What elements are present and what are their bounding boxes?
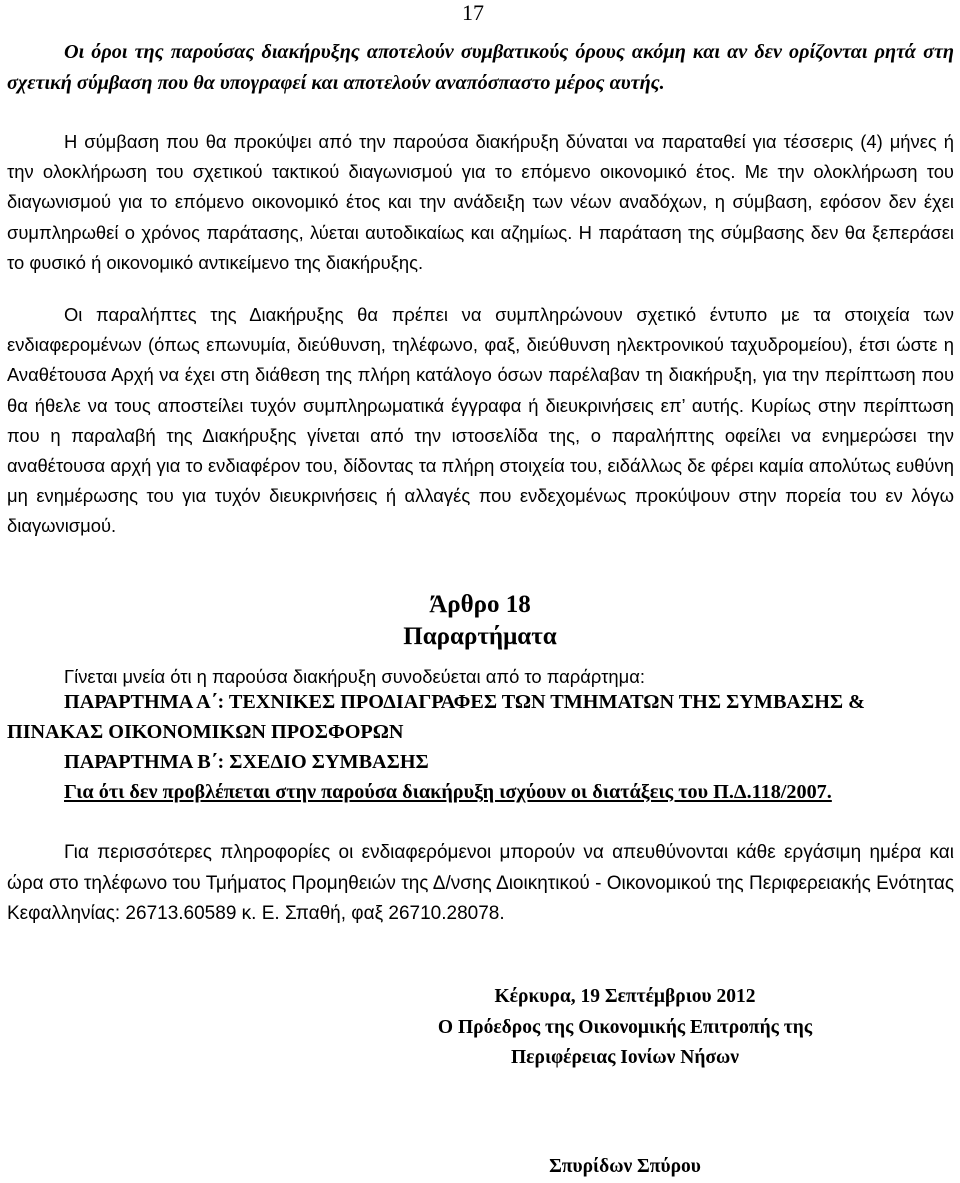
article-title: Άρθρο 18	[429, 591, 531, 618]
article-subtitle: Παραρτήματα	[403, 623, 557, 650]
extension-paragraph: Η σύμβαση που θα προκύψει από την παρούσα διακήρυξη δύναται να παραταθεί για τέσσερις (4) μήνες ή την ολοκλήρωση του σχετικού τακτικού διαγωνισμού για το επόμενο οικονομικό έτος. Με την ολοκλήρωση του διαγωνισμού για το επόμενο οικονομικό έτος και την ανάδειξη των νέων αναδόχων, η σύμβαση, εφόσον δεν έχει συμπληρωθεί ο χρόνος παράτασης, λύεται αυτοδικαίως και αζημίως. Η παράταση της σύμβασης δεν θα ξεπεράσει το φυσικό ή οικονομικό αντικείμενο της διακήρυξης.	[7, 131, 954, 273]
signature-name: Σπυρίδων Σπύρου	[549, 1156, 701, 1177]
signature-place-date: Κέρκυρα, 19 Σεπτέμβριου 2012	[494, 986, 756, 1007]
recipients-paragraph: Οι παραλήπτες της Διακήρυξης θα πρέπει να συμπληρώνουν σχετικό έντυπο με τα στοιχεία των ενδιαφερομένων (όπως επωνυμία, διεύθυνση, τηλέφωνο, φαξ, διεύθυνση ηλεκτρονικού ταχυδρομείου), έτσι ώστε η Αναθέτουσα Αρχή να έχει στη διάθεση της πλήρη κατάλογο όσων παρέλαβαν τη διακήρυξη, για την περίπτωση που θα ήθελε να τους αποστείλει τυχόν συμπληρωματικά έγγραφα ή διευκρινήσεις επ’ αυτής. Κυρίως στην περίπτωση που η παραλαβή της Διακήρυξης γίνεται από την ιστοσελίδα της, ο παραλήπτης οφείλει να ενημερώσει την αναθέτουσα αρχή για το ενδιαφέρον του, δίδοντας τα πλήρη στοιχεία του, ειδάλλως δε φέρει καμία απολύτως ευθύνη μη ενημέρωσης του για τυχόν διευκρινήσεις ή αλλαγές που ενδεχομένως προκύψουν στην πορεία του εν λόγω διαγωνισμού.	[7, 304, 954, 537]
annex-a: ΠΑΡΑΡΤΗΜΑ Α΄: ΤΕΧΝΙΚΕΣ ΠΡΟΔΙΑΓΡΑΦΕΣ ΤΩΝ ΤΜΗΜΑΤΩΝ ΤΗΣ ΣΥΜΒΑΣΗΣ & ΠΙΝΑΚΑΣ ΟΙΚΟΝΟΜΙΚΩΝ ΠΡΟΣΦΟΡΩΝ	[7, 691, 865, 743]
signature-role-line2: Περιφέρειας Ιονίων Νήσων	[511, 1047, 739, 1068]
annex-intro: Γίνεται μνεία ότι η παρούσα διακήρυξη συνοδεύεται από το παράρτημα:	[64, 666, 645, 687]
page-number: 17	[462, 0, 484, 25]
signature-role-line1: Ο Πρόεδρος της Οικονομικής Επιτροπής της	[437, 1017, 813, 1038]
info-paragraph: Για περισσότερες πληροφορίες οι ενδιαφερόμενοι μπορούν να απευθύνονται κάθε εργάσιμη ημέρα και ώρα στο τηλέφωνο του Τμήματος Προμηθειών της Δ/νσης Διοικητικού - Οικονομικού της Περιφερειακής Ενότητας Κεφαλληνίας: 26713.60589 κ. Ε. Σπαθή, φαξ 26710.28078.	[7, 842, 954, 924]
law-note: Για ότι δεν προβλέπεται στην παρούσα διακήρυξη ισχύουν οι διατάξεις του Π.Δ.118/2007.	[64, 781, 832, 803]
annex-b: ΠΑΡΑΡΤΗΜΑ Β΄: ΣΧΕΔΙΟ ΣΥΜΒΑΣΗΣ	[64, 751, 429, 773]
intro-paragraph: Οι όροι της παρούσας διακήρυξης αποτελούν συμβατικούς όρους ακόμη και αν δεν ορίζονται ρητά στη σχετική σύμβαση που θα υπογραφεί και αποτελούν αναπόσπαστο μέρος αυτής.	[7, 41, 954, 94]
